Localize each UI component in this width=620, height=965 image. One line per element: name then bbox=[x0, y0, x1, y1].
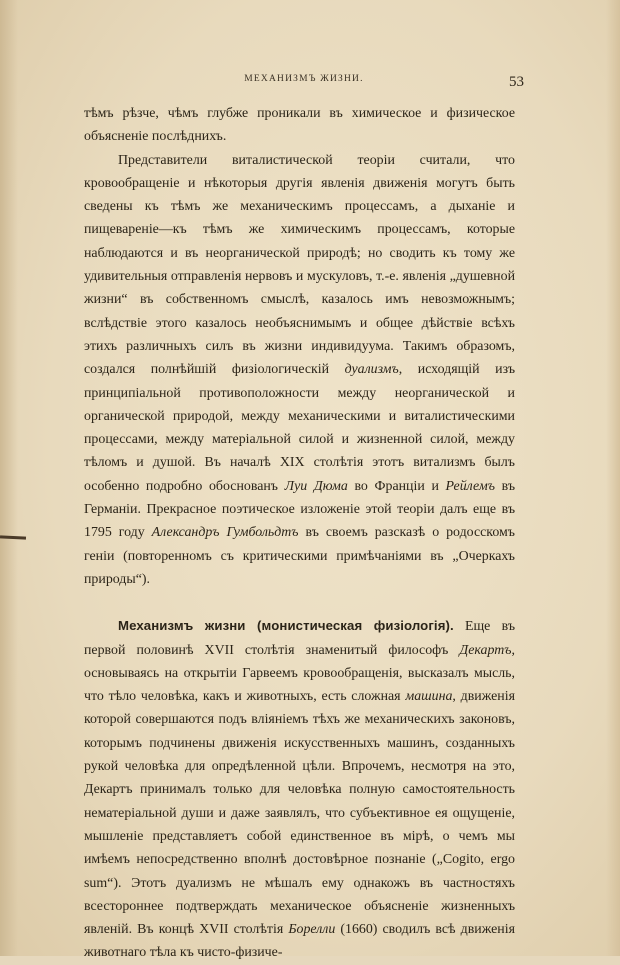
italic-name: машина bbox=[405, 689, 453, 705]
italic-name: Луи Дюма bbox=[284, 478, 348, 494]
page-edge-shadow-right bbox=[606, 0, 620, 956]
text-run: , движенія которой совершаются подъ вліяніемъ тѣхъ же механическихъ законовъ, которымъ подчинены движенія искусственныхъ машинъ, созданныхъ рукой человѣка для опредѣленной цѣли. Впрочемъ, несмотря на это, Декартъ принималъ только для человѣка полную самостоятельность нематеріальной души и даже заявлялъ, что субъективное ея ощущеніе, мышленіе представляетъ собой единственное въ мірѣ, о чемъ мы имѣемъ непосредственно вполнѣ достовѣрное познаніе („Cogito, ergo sum“). Этотъ дуализмъ не мѣшалъ ему однакожъ въ частностяхъ всестороннее подтверждать механическое объясненіе жизненныхъ явленій. Въ концѣ XVII столѣтія bbox=[84, 689, 515, 938]
text-run: во Франціи и bbox=[347, 478, 446, 494]
text-run: въ Германіи. Прекрасное поэтическое изложеніе этой теоріи далъ еще въ 1795 году bbox=[84, 478, 516, 541]
italic-name: Борелли bbox=[288, 922, 336, 938]
italic-name: Александръ Гумбольдтъ bbox=[151, 525, 299, 541]
page-number: 53 bbox=[509, 74, 524, 90]
italic-name: Декартъ bbox=[459, 642, 512, 658]
text-run: тѣмъ рѣзче, чѣмъ глубже проникали въ химическое и физическое объясненіе послѣднихъ. bbox=[84, 106, 515, 145]
paragraph bbox=[84, 149, 515, 592]
section-heading: Механизмъ жизни (монистическая физіологія). bbox=[118, 618, 454, 634]
text-run: въ своемъ разсказѣ о родосскомъ геніи (повторенномъ съ критическими примѣчаніями въ „Очеркахъ природы“). bbox=[84, 525, 515, 587]
text-run: , исходящій изъ принципіальной противоположности между неорганической и органической природой, между механическими и виталистическими процессами, между матеріальной силой и жизненной силой, между тѣломъ и душой. Въ началѣ XIX столѣтія этотъ витализмъ былъ особенно подробно обоснованъ bbox=[84, 362, 515, 494]
text-run: Представители виталистической теоріи считали, что кровообращеніе и нѣкоторыя другія явленія движенія могутъ быть сведены къ тѣмъ же механическимъ процессамъ, а дыханіе и пищевареніе—къ тѣмъ же химическимъ процессамъ, которые наблюдаются и въ неорганической природѣ; но сводить къ тому же удивительныя отправленія нервовъ и мускуловъ, т.-е. явленія „душевной жизни“ въ собственномъ смыслѣ, казалось имъ невозможнымъ; вслѣдствіе этого казалось необъяснимымъ и общее дѣйствіе всѣхъ этихъ различныхъ силъ въ жизни индивидуума. Такимъ образомъ, создался полнѣйшій физіологическій bbox=[84, 152, 515, 378]
running-head: МЕХАНИЗМЪ ЖИЗНИ. bbox=[244, 74, 364, 84]
text-run: Еще въ первой половинѣ XVII столѣтія знаменитый философъ bbox=[84, 619, 515, 658]
page-header bbox=[84, 74, 524, 91]
text-run: (1660) сводилъ всѣ движенія животнаго тѣла къ чисто-физиче- bbox=[84, 922, 515, 961]
page-edge-shadow-left bbox=[0, 0, 18, 956]
italic-name: дуализмъ bbox=[344, 362, 399, 378]
paragraph bbox=[84, 102, 515, 149]
text-run: , основываясь на открытіи Гарвеемъ кровообращенія, высказалъ мысль, что тѣло человѣка, какъ и животныхъ, есть сложная bbox=[84, 642, 515, 705]
body-text bbox=[84, 102, 515, 965]
italic-name: Рейлемъ bbox=[445, 478, 495, 494]
paragraph bbox=[84, 614, 515, 964]
